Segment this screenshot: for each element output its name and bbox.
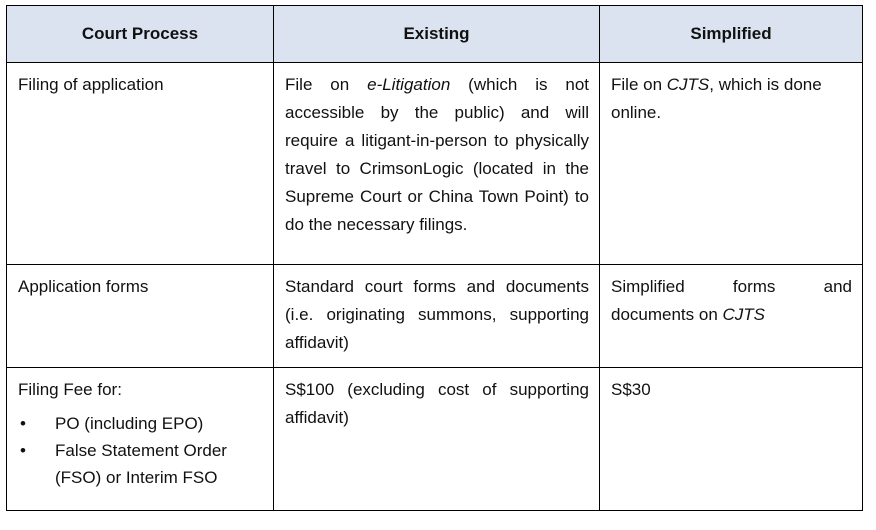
cell-emphasis: CJTS: [666, 75, 710, 94]
cell-process: Filing of application: [7, 63, 274, 265]
cell-text: File on: [285, 75, 368, 94]
table-header-row: [7, 6, 863, 63]
cell-existing: S$100 (excluding cost of supporting affidavit): [274, 368, 600, 511]
cell-simplified: [600, 63, 863, 265]
cell-text: , which is done online.: [611, 75, 822, 122]
bullet-icon: •: [20, 414, 26, 433]
table-row: [7, 368, 863, 511]
list-item-text: False Statement Order (FSO) or Interim FSO: [55, 441, 227, 487]
table-row: [7, 265, 863, 368]
cell-process-label: Filing Fee for:: [18, 380, 122, 399]
header-simplified: Simplified: [600, 6, 863, 63]
table-row: [7, 63, 863, 265]
comparison-table: [6, 5, 863, 511]
header-court-process: Court Process: [7, 6, 274, 63]
cell-simplified: S$30: [600, 368, 863, 511]
list-item: [18, 437, 263, 491]
list-item-text: PO (including EPO): [55, 414, 204, 433]
cell-text: File on: [611, 75, 667, 94]
list-item: [18, 410, 263, 437]
header-existing: Existing: [274, 6, 600, 63]
cell-process: Application forms: [7, 265, 274, 368]
cell-emphasis: CJTS: [722, 305, 766, 324]
cell-emphasis: e-Litigation: [367, 75, 451, 94]
bullet-icon: •: [20, 441, 26, 460]
cell-existing: Standard court forms and documents (i.e. originating summons, supporting affidavit): [274, 265, 600, 368]
cell-process: [7, 368, 274, 511]
cell-text: Simplified forms and documents on: [611, 277, 852, 324]
cell-text: (which is not accessible by the public) and will require a litigant-in-person to physically travel to CrimsonLogic (located in the Supreme Court or China Town Point) to do the necessary filings.: [285, 75, 590, 234]
fee-bullet-list: [18, 410, 263, 491]
cell-existing: [274, 63, 600, 265]
cell-simplified: [600, 265, 863, 368]
